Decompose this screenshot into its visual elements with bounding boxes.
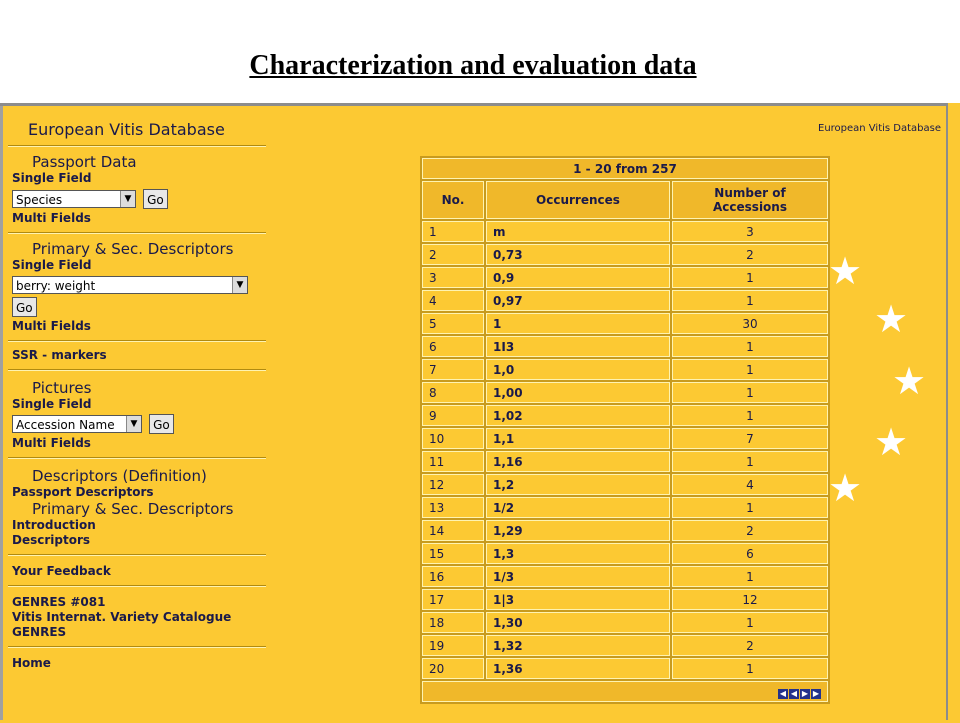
row-no: 10	[422, 428, 484, 449]
next-page-icon[interactable]: ▶	[801, 688, 809, 698]
descriptors-link[interactable]: Descriptors	[12, 533, 91, 547]
passport-single-field: Single Field	[12, 171, 92, 185]
row-occurrence[interactable]: 1,36	[486, 658, 670, 679]
divider	[8, 340, 266, 342]
row-no: 16	[422, 566, 484, 587]
row-occurrence[interactable]: 1/3	[486, 566, 670, 587]
table-row	[422, 635, 828, 656]
first-page-icon[interactable]: ◀	[779, 688, 787, 698]
row-accessions: 1	[672, 267, 828, 288]
row-accessions: 1	[672, 612, 828, 633]
row-occurrence[interactable]: 1,29	[486, 520, 670, 541]
table-row	[422, 267, 828, 288]
row-no: 2	[422, 244, 484, 265]
header-accessions-line2: Accessions	[713, 200, 787, 214]
row-occurrence[interactable]: 1/2	[486, 497, 670, 518]
row-no: 1	[422, 221, 484, 242]
sidebar	[8, 112, 268, 671]
row-no: 12	[422, 474, 484, 495]
row-no: 15	[422, 543, 484, 564]
last-page-icon[interactable]: ▶	[812, 688, 820, 698]
pictures-multi-fields-link[interactable]: Multi Fields	[12, 436, 91, 450]
results-table	[420, 156, 830, 704]
row-occurrence[interactable]: 1	[486, 313, 670, 334]
row-occurrence[interactable]: 1|3	[486, 589, 670, 610]
table-row	[422, 336, 828, 357]
divider	[8, 232, 266, 234]
header-accessions	[672, 181, 828, 219]
row-occurrence[interactable]: 1,00	[486, 382, 670, 403]
row-occurrence[interactable]: 1,0	[486, 359, 670, 380]
table-row	[422, 566, 828, 587]
header-accessions-line1: Number of	[714, 186, 786, 200]
row-accessions: 7	[672, 428, 828, 449]
divider	[8, 369, 266, 371]
row-accessions: 4	[672, 474, 828, 495]
pictures-select-value: Accession Name	[16, 418, 115, 432]
row-occurrence[interactable]: 1,30	[486, 612, 670, 633]
row-no: 17	[422, 589, 484, 610]
descriptors-heading: Descriptors (Definition)	[32, 467, 207, 485]
row-no: 3	[422, 267, 484, 288]
table-row	[422, 221, 828, 242]
row-no: 5	[422, 313, 484, 334]
star-icon: ★	[874, 420, 909, 464]
table-row	[422, 359, 828, 380]
prev-page-icon[interactable]: ◀	[790, 688, 798, 698]
chevron-down-icon: ▼	[120, 191, 135, 207]
row-accessions: 1	[672, 497, 828, 518]
header-occurrences: Occurrences	[486, 181, 670, 219]
primary-heading: Primary & Sec. Descriptors	[32, 239, 234, 258]
row-no: 6	[422, 336, 484, 357]
home-link[interactable]: Home	[12, 656, 51, 670]
brand-label: European Vitis Database	[818, 123, 942, 134]
row-accessions: 2	[672, 244, 828, 265]
primary-select[interactable]	[12, 276, 248, 294]
table-row	[422, 244, 828, 265]
pictures-heading: Pictures	[32, 378, 92, 397]
table-row	[422, 290, 828, 311]
row-accessions: 1	[672, 336, 828, 357]
divider	[8, 585, 266, 587]
star-icon: ★	[892, 359, 927, 403]
row-occurrence[interactable]: 1,1	[486, 428, 670, 449]
row-occurrence[interactable]: 0,9	[486, 267, 670, 288]
row-accessions: 1	[672, 451, 828, 472]
row-accessions: 12	[672, 589, 828, 610]
divider	[8, 145, 266, 147]
row-accessions: 1	[672, 359, 828, 380]
descriptors-primary-heading: Primary & Sec. Descriptors	[32, 500, 234, 518]
row-accessions: 6	[672, 543, 828, 564]
row-no: 19	[422, 635, 484, 656]
row-occurrence[interactable]: m	[486, 221, 670, 242]
table-row	[422, 428, 828, 449]
vivc-link[interactable]: Vitis Internat. Variety Catalogue	[12, 610, 232, 624]
row-accessions: 1	[672, 658, 828, 679]
feedback-link[interactable]: Your Feedback	[12, 564, 111, 578]
ssr-markers-link[interactable]: SSR - markers	[12, 347, 107, 362]
row-no: 20	[422, 658, 484, 679]
frame-left-edge	[0, 106, 3, 720]
passport-heading: Passport Data	[32, 153, 137, 171]
passport-descriptors-link[interactable]: Passport Descriptors	[12, 485, 154, 499]
passport-go-button[interactable]: Go	[143, 189, 168, 209]
pictures-go-button[interactable]: Go	[149, 414, 174, 434]
row-no: 13	[422, 497, 484, 518]
row-no: 11	[422, 451, 484, 472]
row-accessions: 1	[672, 382, 828, 403]
genres-081-link[interactable]: GENRES #081	[12, 595, 106, 609]
range-header: 1 - 20 from 257	[422, 158, 828, 179]
row-occurrence[interactable]: 1,32	[486, 635, 670, 656]
row-accessions: 30	[672, 313, 828, 334]
divider	[8, 554, 266, 556]
table-row	[422, 589, 828, 610]
row-accessions: 1	[672, 405, 828, 426]
divider	[8, 646, 266, 648]
table-row	[422, 520, 828, 541]
table-row	[422, 405, 828, 426]
row-no: 7	[422, 359, 484, 380]
star-icon: ★	[828, 466, 863, 510]
divider	[8, 457, 266, 459]
chevron-down-icon: ▼	[232, 277, 247, 293]
pager	[422, 681, 828, 702]
table-row	[422, 474, 828, 495]
row-accessions: 2	[672, 520, 828, 541]
passport-multi-fields-link[interactable]: Multi Fields	[12, 210, 91, 225]
header-no: No.	[422, 181, 484, 219]
passport-select[interactable]	[12, 190, 136, 208]
primary-go-button[interactable]: Go	[12, 297, 37, 317]
star-icon: ★	[828, 249, 863, 293]
row-occurrence[interactable]: 0,73	[486, 244, 670, 265]
chevron-down-icon: ▼	[126, 416, 141, 432]
table-row	[422, 313, 828, 334]
row-occurrence[interactable]: 1,2	[486, 474, 670, 495]
row-no: 14	[422, 520, 484, 541]
primary-single-field: Single Field	[12, 257, 92, 272]
row-occurrence[interactable]: 1I3	[486, 336, 670, 357]
introduction-link[interactable]: Introduction	[12, 518, 96, 532]
sidebar-title: European Vitis Database	[28, 120, 225, 139]
row-no: 9	[422, 405, 484, 426]
row-occurrence[interactable]: 1,02	[486, 405, 670, 426]
row-no: 4	[422, 290, 484, 311]
table-row	[422, 382, 828, 403]
row-occurrence[interactable]: 1,3	[486, 543, 670, 564]
primary-select-value: berry: weight	[16, 279, 96, 293]
table-row	[422, 612, 828, 633]
row-accessions: 3	[672, 221, 828, 242]
row-accessions: 1	[672, 566, 828, 587]
scrollbar[interactable]	[946, 103, 960, 720]
slide-title: Characterization and evaluation data	[249, 50, 697, 81]
row-accessions: 1	[672, 290, 828, 311]
table-row	[422, 658, 828, 679]
star-icon: ★	[874, 297, 909, 341]
table-row	[422, 543, 828, 564]
pictures-select[interactable]	[12, 415, 142, 433]
pictures-single-field: Single Field	[12, 396, 92, 411]
row-accessions: 2	[672, 635, 828, 656]
row-occurrence[interactable]: 1,16	[486, 451, 670, 472]
row-no: 18	[422, 612, 484, 633]
genres-link[interactable]: GENRES	[12, 625, 67, 639]
passport-select-value: Species	[16, 192, 63, 207]
table-row	[422, 497, 828, 518]
primary-multi-fields-link[interactable]: Multi Fields	[12, 318, 91, 333]
row-no: 8	[422, 382, 484, 403]
row-occurrence[interactable]: 0,97	[486, 290, 670, 311]
table-row	[422, 451, 828, 472]
